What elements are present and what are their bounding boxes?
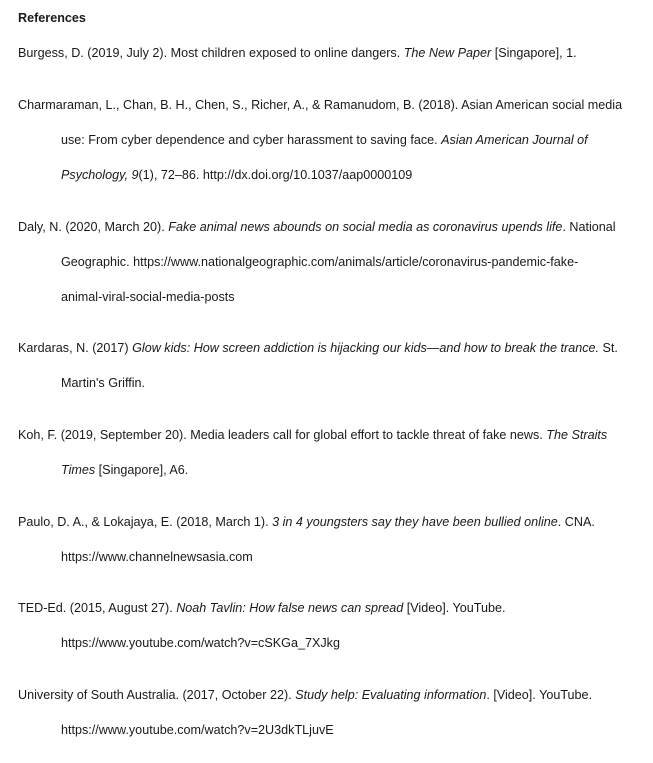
reference-text: . CNA. [557, 515, 595, 529]
reference-text: [Singapore], 1. [491, 46, 577, 60]
reference-text: https://www.channelnewsasia.com [61, 550, 253, 564]
reference-italic-text: Noah Tavlin: How false news can spread [176, 601, 404, 615]
references-heading: References [18, 11, 86, 25]
reference-text: . [Video]. YouTube. [486, 688, 593, 702]
reference-line [61, 131, 588, 149]
reference-text: [Singapore], A6. [95, 463, 189, 477]
reference-line [18, 339, 618, 357]
reference-text: https://www.youtube.com/watch?v=cSKGa_7XJkg [61, 636, 340, 650]
reference-text: TED-Ed. (2015, August 27). [18, 601, 177, 615]
reference-line [61, 253, 578, 271]
reference-line [61, 461, 188, 479]
reference-italic-text: The New Paper [403, 46, 492, 60]
reference-text: Charmaraman, L., Chan, B. H., Chen, S., Richer, A., & Ramanudom, B. (2018). Asian American social media [18, 98, 623, 112]
reference-text: Paulo, D. A., & Lokajaya, E. (2018, March 1). [18, 515, 273, 529]
reference-text: Burgess, D. (2019, July 2). Most children exposed to online dangers. [18, 46, 404, 60]
reference-text: . National [562, 220, 616, 234]
reference-text: St. [599, 341, 618, 355]
reference-text: Martin's Griffin. [61, 376, 146, 390]
reference-italic-text: Glow kids: How screen addiction is hijacking our kids—and how to break the trance. [132, 341, 600, 355]
reference-line [18, 426, 607, 444]
reference-text: animal-viral-social-media-posts [61, 290, 235, 304]
reference-line [61, 374, 145, 392]
reference-line [61, 166, 412, 184]
reference-text: use: From cyber dependence and cyber harassment to saving face. [61, 133, 442, 147]
reference-line [18, 44, 577, 62]
reference-text: https://www.youtube.com/watch?v=2U3dkTLjuvE [61, 723, 334, 737]
reference-italic-text: Psychology, 9 [61, 168, 139, 182]
reference-line [18, 218, 616, 236]
reference-line [61, 721, 334, 739]
reference-line [18, 686, 592, 704]
reference-text: (1), 72–86. http://dx.doi.org/10.1037/aap0000109 [138, 168, 413, 182]
reference-italic-text: The Straits [546, 428, 608, 442]
reference-text: Koh, F. (2019, September 20). Media leaders call for global effort to tackle threat of fake news. [18, 428, 547, 442]
reference-line [18, 96, 622, 114]
reference-text: Geographic. https://www.nationalgeographic.com/animals/article/coronavirus-pandemic-fake- [61, 255, 579, 269]
reference-line [18, 599, 506, 617]
reference-italic-text: 3 in 4 youngsters say they have been bullied online [272, 515, 558, 529]
reference-text: Daly, N. (2020, March 20). [18, 220, 169, 234]
reference-text: [Video]. YouTube. [403, 601, 506, 615]
reference-italic-text: Fake animal news abounds on social media as coronavirus upends life [168, 220, 563, 234]
reference-line [18, 513, 595, 531]
reference-italic-text: Asian American Journal of [441, 133, 588, 147]
reference-text: University of South Australia. (2017, October 22). [18, 688, 296, 702]
reference-line [61, 634, 340, 652]
reference-text: Kardaras, N. (2017) [18, 341, 133, 355]
reference-line [61, 288, 235, 306]
reference-italic-text: Times [61, 463, 96, 477]
reference-italic-text: Study help: Evaluating information [295, 688, 487, 702]
reference-line [61, 548, 253, 566]
